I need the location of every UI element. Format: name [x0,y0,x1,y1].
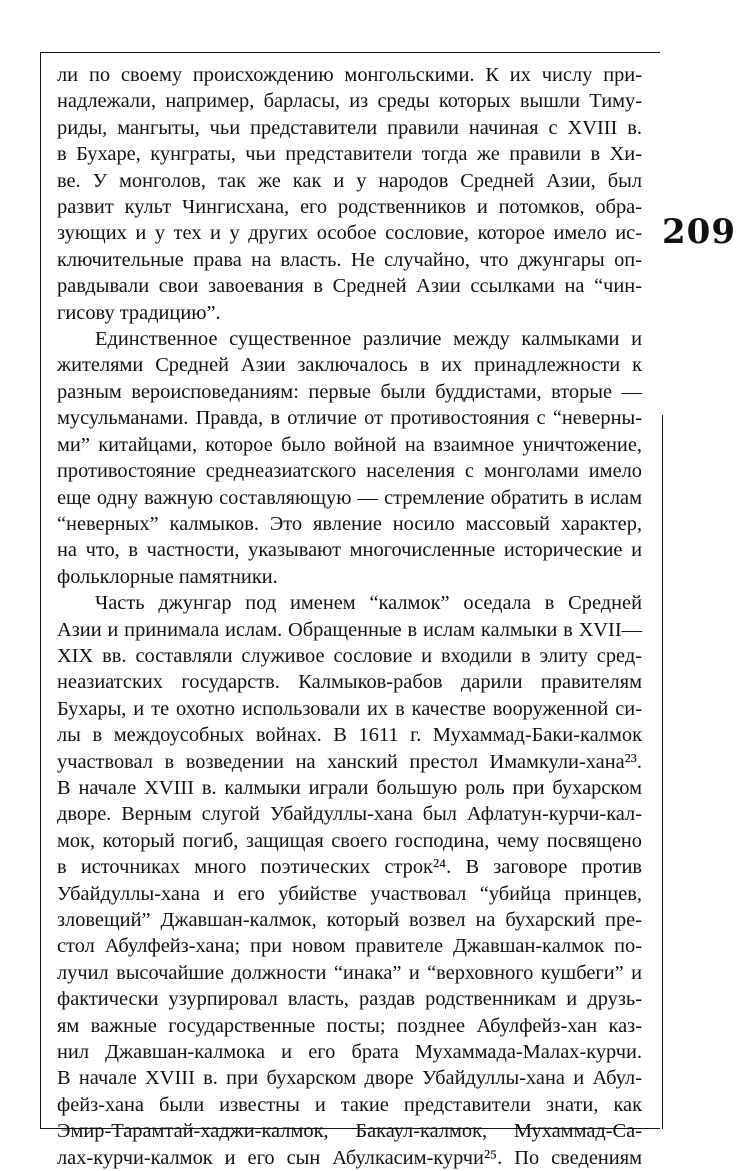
text-line: фейз-хана были известны и такие представители знати, как [57,1093,642,1116]
text-line: Эмир-Тарамтай-хаджи-калмок, Бакаул-калмок, Мухаммад-Са- [57,1120,642,1143]
body-text [57,62,642,1171]
text-line: ям важные государственные посты; позднее Абулфейз-хан каз- [57,1014,642,1037]
text-line: ми” китайцами, которое было войной на взаимное уничтожение, [57,433,642,456]
text-line: дворе. Верным слугой Убайдуллы-хана был Афлатун-курчи-кал- [57,803,642,826]
text-line: еще одну важную составляющую — стремление обратить в ислам [57,486,642,509]
text-line: фольклорные памятники. [57,565,278,588]
text-line: разным вероисповеданиям: первые были буддистами, вторые — [57,380,642,403]
text-line: неазиатских государств. Калмыков-рабов дарили правителям [57,671,642,694]
text-line: гисову традицию”. [57,301,221,324]
text-line: Часть джунгар под именем “калмок” оседала в Средней [95,592,642,615]
text-line: “неверных” калмыков. Это явление носило массовый характер, [57,512,642,535]
text-line: стол Абулфейз-хана; при новом правителе Джавшан-калмок по- [57,935,642,958]
text-line: лы в междоусобных войнах. В 1611 г. Мухаммад-Баки-калмок [57,724,642,747]
text-line: мусульманами. Правда, в отличие от противостояния с “неверны- [57,407,642,430]
top-border-rule [40,52,660,53]
text-line: мок, который погиб, защищая своего господина, чему посвящено [57,829,642,852]
text-line: лах-курчи-калмок и его сын Абулкасим-курчи²⁵. По сведениям [57,1146,642,1169]
right-border-rule [662,415,663,1129]
text-line: на что, в частности, указывают многочисленные исторические и [57,539,642,562]
text-line: Убайдуллы-хана и его убийстве участвовал “убийца принцев, [57,882,642,905]
text-line: надлежали, например, барласы, из среды которых вышли Тиму- [57,90,642,113]
left-border-rule [40,53,41,1128]
text-line: Азии и принимала ислам. Обращенные в ислам калмыки в XVII— [57,618,642,641]
text-line: зловещий” Джавшан-калмок, который возвел на бухарский пре- [57,909,642,931]
text-line: противостояние среднеазиатского населения с монголами имело [57,460,642,483]
text-line: фактически узурпировал власть, раздав родственникам и друзь- [57,988,642,1011]
text-line: ключительные права на власть. Не случайно, что джунгары оп- [57,248,642,271]
text-line: в Бухаре, кунграты, чьи представители тогда же правили в Хи- [57,143,642,166]
text-line: XIX вв. составляли служивое сословие и входили в элиту сред- [57,644,642,667]
text-line: зующих и у тех и у других особое сословие, которое имело ис- [57,222,642,245]
text-line: ли по своему происхождению монгольскими. К их числу при- [57,64,642,86]
text-line: риды, мангыты, чьи представители правили начиная с XVIII в. [57,116,642,139]
text-line: участвовал в возведении на ханский престол Имамкули-хана²³. [57,750,642,773]
text-line: Единственное существенное различие между калмыками и [95,328,642,351]
text-line: развит культ Чингисхана, его родственников и потомков, обра- [57,196,642,219]
text-line: Бухары, и те охотно использовали их в качестве вооруженной си- [57,697,642,720]
text-line: равдывали свои завоевания в Средней Азии ссылками на “чин- [57,275,642,298]
text-line: жителями Средней Азии заключалось в их принадлежности к [57,354,642,377]
text-line: в источниках много поэтических строк²⁴. В заговоре против [57,856,642,879]
page-number: 209 [662,212,736,252]
text-line: ве. У монголов, так же как и у народов Средней Азии, был [57,169,642,192]
text-line: лучил высочайшие должности “инака” и “верховного кушбеги” и [57,961,642,984]
text-line: В начале XVIII в. при бухарском дворе Убайдуллы-хана и Абул- [57,1067,642,1090]
text-line: В начале XVIII в. калмыки играли большую роль при бухарском [57,776,642,799]
text-line: нил Джавшан-калмока и его брата Мухаммада-Малах-курчи. [57,1041,642,1064]
